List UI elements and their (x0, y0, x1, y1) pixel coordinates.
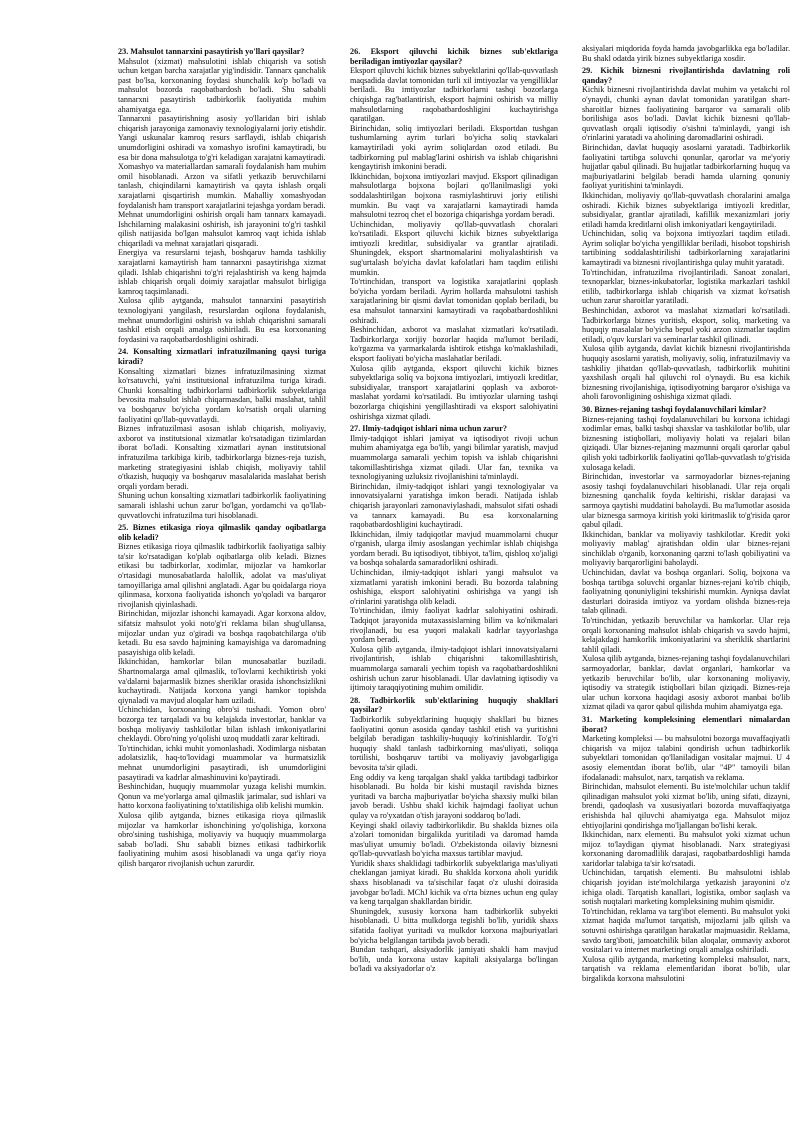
paragraph: Uchinchidan, davlat va boshqa organlari. Soliq, bojxona va boshqa tartibga soluvchi organlar biznes-rejani ko'rib chiqib, faoliyatning qonuniyligini tekshirishi mumkin. Ayniqsa davlat dasturlari doirasida imtiyoz va yordam olishda biznes-reja talab qilinadi. (582, 568, 790, 616)
paragraph: Birinchidan, ilmiy-tadqiqot ishlari yangi texnologiyalar va innovatsiyalarni yaratishga imkon beradi. Natijada ishlab chiqarish jarayonlari zamonaviylashadi, mahsulot sifati oshadi va tannarx kamayadi. Bu esa korxonalarning raqobatbardoshligini kuchaytiradi. (350, 481, 558, 530)
paragraph: Ikkinchidan, ilmiy tadqiqotlar mavjud muammolarni chuqur o'rganish, ularga ilmiy asoslangan yechimlar ishlab chiqishga yordam beradi. Bu iqtisodiyot, tibbiyot, ta'lim, qishloq xo'jaligi va boshqa sohalarda samaradorlikni oshiradi. (350, 529, 558, 568)
paragraph: Mahsulot (xizmat) mahsulotini ishlab chiqarish va sotish uchun ketgan barcha xarajatlar yig'indisidir. Tannarx qanchalik past bo'lsa, korxonaning foydasi shunchalik ko'p bo'ladi va mahsulot bozorda raqobatbardosh bo'ladi. Shu sababli tannarxni pasaytirish tadbirkorlik faoliyatida muhim ahamiyatga ega. (118, 56, 326, 114)
paragraph: Xulosa qilib aytganda, biznes etikasiga rioya qilmaslik mijozlar va hamkorlar ishonchining yo'qolishiga, korxona obro'sining tushishiga, moliyaviy va huquqiy muammolarga sabab bo'ladi. Shu sababli biznes etikasi tadbirkorlik faoliyatining muhim asosi hisoblanadi va unga qat'iy rioya qilish barqaror rivojlanish uchun zarurdir. (118, 810, 326, 868)
paragraph: Uchinchidan, moliyaviy qo'llab-quvvatlash choralari ko'rsatiladi. Eksport qiluvchi kichik biznes subyektlariga imtiyozli kreditlar, subsidiyalar va grantlar ajratiladi. Shuningdek, eksport shartnomalarini moliyalashtirish va sug'urtalash bo'yicha davlat kafolatlari ham taqdim etilishi mumkin. (350, 219, 558, 277)
paragraph: Birinchidan, davlat huquqiy asoslarni yaratadi. Tadbirkorlik faoliyatini tartibga soluvchi qonunlar, qarorlar va me'yoriy hujjatlar qabul qilinadi. Bu hujjatlar tadbirkorlarning huquq va majburiyatlarini belgilab beradi hamda ularning qonuniy faoliyat yuritishini ta'minlaydi. (582, 142, 790, 191)
text-column-2 (350, 44, 558, 1111)
paragraph: Xulosa qilib aytganda, marketing kompleksi mahsulot, narx, tarqatish va reklama elementlaridan iborat bo'lib, ular birgalikda korxona mahsulotini (582, 954, 790, 983)
paragraph: To'rtinchidan, ichki muhit yomonlashadi. Xodimlarga nisbatan adolatsizlik, haq-to'lovidagi muammolar va hurmatsizlik mehnat unumdorligini pasaytiradi, ish unumdorligini pasaytiradi va kadrlar almashinuvini ko'paytiradi. (118, 743, 326, 782)
paragraph: Uchinchidan, ilmiy-tadqiqot ishlari yangi mahsulot va xizmatlarni yaratish imkonini beradi. Bu bozorda talabning oshishiga, eksport salohiyatini oshirishga va yangi ish o'rinlarini yaratishga olib keladi. (350, 568, 558, 606)
section-heading: 30. Biznes-rejaning tashqi foydalanuvchilari kimlar? (582, 404, 767, 414)
paragraph: Kichik biznesni rivojlantirishda davlat muhim va yetakchi rol o'ynaydi, chunki aynan davlat tomonidan yaratilgan shart-sharoitlar biznes faoliyatining barqaror va samarali olib borilishiga asos bo'ladi. Davlat kichik biznesni qo'llab-quvvatlash orqali iqtisodiy o'sishni ta'minlaydi, yangi ish o'rinlarini yaratadi va aholining daromadlarini oshiradi. (582, 85, 790, 143)
paragraph: Eksport qiluvchi kichik biznes subyektlarini qo'llab-quvvatlash maqsadida davlat tomonidan turli xil imtiyozlar va yengilliklar beriladi. Bu imtiyozlar tadbirkorlarni tashqi bozorlarga chiqishga rag'batlantirish, eksport hajmini oshirish va milliy mahsulotlarning raqobatbardoshligini kuchaytirishga qaratilgan. (350, 66, 558, 124)
paragraph: Konsalting xizmatlari biznes infratuzilmasining xizmat ko'rsatuvchi, ya'ni institutsional infratuzilma turiga kiradi. Chunki konsalting tadbirkorlarni tadbirkorlik subyektlariga bevosita mahsulot ishlab chiqarmasdan, balki maslahat, tahlil va boshqaruv bo'yicha yordam ko'rsatish orqali ularning faoliyatini qo'llab-quvvatlaydi. (118, 366, 326, 424)
paragraph: Ikkinchidan, hamkorlar bilan munosabatlar buziladi. Shartnomalarga amal qilmaslik, to'lovlarni kechiktirish yoki va'dalarni bajarmaslik biznes sheriklar orasida ishonchsizlikni kuchaytiradi. Natijada korxona yangi hamkor topishda qiynaladi va mavjud aloqalar ham uziladi. (118, 657, 326, 705)
paragraph: Shuning uchun konsalting xizmatlari tadbirkorlik faoliyatining samarali ishlashi uchun zarur bo'lgan, yordamchi va qo'llab-quvvatlovchi infratuzilma turi hisoblanadi. (118, 491, 326, 520)
section-heading: 28. Tadbirkorlik sub'ektlarining huquqiy shakllari qaysilar? (350, 695, 558, 715)
paragraph: Uchinchidan, tarqatish elementi. Bu mahsulotni ishlab chiqarish joyidan iste'molchilarga yetkazish jarayonini o'z ichiga oladi. Tarqatish kanallari, logistika, ombor saqlash va sotish nuqtalari marketing kompleksining muhim qismidir. (582, 868, 790, 907)
paragraph: Xulosa qilib aytganda, eksport qiluvchi kichik biznes subyektlariga soliq va bojxona imtiyozlari, imtiyozli kreditlar, subsidiyalar, transport xarajatlarini qoplash va axborot-maslahat yordami ko'rsatiladi. Bu imtiyozlar ularning tashqi bozorlarga chiqishini yengillashtiradi va eksport salohiyatini oshirishga xizmat qiladi. (350, 363, 558, 421)
paragraph: Eng oddiy va keng tarqalgan shakl yakka tartibdagi tadbirkor hisoblanadi. Bu holda bir kishi mustaqil ravishda biznes yuritadi va barcha majburiyatlar bo'yicha shaxsiy mulki bilan javob beradi. Ushbu shakl kichik hajmdagi faoliyat uchun qulay va ro'yxatdan o'tish jarayoni soddaroq bo'ladi. (350, 772, 558, 820)
section-heading: 24. Konsalting xizmatlari infratuzilmaning qaysi turiga kiradi? (118, 347, 326, 366)
paragraph: Birinchidan, mahsulot elementi. Bu iste'molchilar uchun taklif qilinadigan mahsulot yoki xizmat bo'lib, uning sifati, dizayni, brendi, qadoqlash va xususiyatlari bozorda muvaffaqiyatga erishishda hal qiluvchi ahamiyatga ega. Mahsulot mijoz ehtiyojlarini qondirishga mo'ljallangan bo'lishi kerak. (582, 782, 790, 830)
text-column-3 (582, 44, 790, 1111)
paragraph: Tadbirkorlik subyektlarining huquqiy shakllari bu biznes faoliyatini qonun asosida qanday tashkil etish va yuritishni belgilab beradigan tashkiliy-huquqiy ko'rinishlardir. To'g'ri huquqiy shakl tanlash tadbirkorning mas'uliyati, soliqqa tortilishi, boshqaruv tartibi va moliyaviy javobgarligiga bevosita ta'sir qiladi. (350, 714, 558, 772)
paragraph: Beshinchidan, axborot va maslahat xizmatlari ko'rsatiladi. Tadbirkorlarga biznes yuritish, eksport, soliq, marketing va huquqiy masalalar bo'yicha bepul yoki arzon xizmatlar taqdim etiladi, o'quv kurslari va seminarlar tashkil qilinadi. (582, 306, 790, 344)
paragraph: Keyingi shakl oilaviy tadbirkorlikdir. Bu shaklda biznes oila a'zolari tomonidan birgalikda yuritiladi va daromad hamda mas'uliyat umumiy bo'ladi. O'zbekistonda oilaviy biznesni qo'llab-quvvatlash bo'yicha maxsus tartiblar mavjud. (350, 820, 558, 859)
paragraph: Xulosa qilib aytganda, ilmiy-tadqiqot ishlari innovatsiyalarni rivojlantirish, ishlab chiqarishni takomillashtirish, muammolarga samarali yechim topish va raqobatbardoshlikni oshirish uchun zarur hisoblanadi. Ular davlatning iqtisodiy va ijtimoiy taraqqiyotining muhim omilidir. (350, 644, 558, 693)
paragraph: Beshinchidan, axborot va maslahat xizmatlari ko'rsatiladi. Tadbirkorlarga xorijiy bozorlar haqida ma'lumot beriladi, ko'rgazma va yarmarkalarda ishtirok etishga ko'maklashiladi, eksport faoliyati bo'yicha maslahatlar beriladi. (350, 325, 558, 363)
paragraph: Ikkinchidan, bojxona imtiyozlari mavjud. Eksport qilinadigan mahsulotlarga bojxona bojlari qo'llanilmasligi yoki soddalashtirilgan bojxona rasmiylashtiruvi joriy etilishi mumkin. Bu vaqt va xarajatlarni kamaytiradi hamda mahsulotni tezroq chet el bozoriga chiqarishga yordam beradi. (350, 171, 558, 220)
paragraph: Ikkinchidan, banklar va moliyaviy tashkilotlar. Kredit yoki moliyaviy mablag' ajratishdan oldin ular biznes-rejani sinchiklab o'rganib, korxonaning qarzni to'lash qobiliyatini va moliyaviy barqarorligini baholaydi. (582, 529, 790, 568)
section-heading: 31. Marketing kompleksining elementlari nimalardan iborat? (582, 714, 790, 734)
paragraph: Shuningdek, xususiy korxona ham tadbirkorlik subyekti hisoblanadi. U bitta mulkdorga tegishli bo'lib, yuridik shaxs sifatida faoliyat yuritadi va mulkdor korxona majburiyatlari bo'yicha belgilangan tartibda javob beradi. (350, 906, 558, 945)
paragraph: Xomashyo va materiallardan samarali foydalanish ham muhim omil hisoblanadi. Arzon va sifatli yetkazib beruvchilarni tanlash, chiqindilarni kamaytirish va qayta ishlash orqali xarajatlarni qisqartirish mumkin. Mahalliy xomashyodan foydalanish ham transport xarajatlarini tejashga yordam beradi. (118, 162, 326, 210)
paragraph: Bundan tashqari, aksiyadorlik jamiyati shakli ham mavjud bo'lib, unda korxona ustav kapitali aksiyalarga bo'lingan bo'ladi va aksiyadorlar o'z (350, 945, 558, 974)
paragraph: To'rtinchidan, infratuzilma rivojlantiriladi. Sanoat zonalari, texnoparklar, biznes-inkubatorlar, logistika markazlari tashkil etilib, tadbirkorlarga ishlab chiqarish va xizmat ko'rsatish uchun zarur sharoitlar yaratiladi. (582, 267, 790, 306)
paragraph: To'rtinchidan, transport va logistika xarajatlarini qoplash bo'yicha yordam beriladi. Ayrim hollarda mahsulotni tashish xarajatlarining bir qismi davlat tomonidan qoplab beriladi, bu esa mahsulot tannarxini kamaytiradi va raqobatbardoshlikni oshiradi. (350, 277, 558, 325)
paragraph: Biznes etikasiga rioya qilmaslik tadbirkorlik faoliyatiga salbiy ta'sir ko'rsatadigan ko'plab oqibatlarga olib keladi. Biznes etikasi bu tadbirkorlar, xodimlar, mijozlar va hamkorlar o'rtasidagi munosabatlarda halollik, adolat va mas'uliyat tamoyillariga amal qilishni anglatadi. Agar bu qoidalarga rioya qilinmasa, korxona faoliyatida ishonch yo'qoladi va barqaror rivojlanish qiyinlashadi. (118, 542, 326, 609)
paragraph: Xulosa qilib aytganda, biznes-rejaning tashqi foydalanuvchilari sarmoyadorlar, banklar, davlat organlari, hamkorlar va yetkazib beruvchilar bo'lib, ular korxonaning moliyaviy, iqtisodiy va strategik istiqbollari bilan qiziqadi. Biznes-reja ular uchun korxona haqidagi asosiy axborot manbai bo'lib xizmat qiladi va qaror qabul qilishda muhim ahamiyatga ega. (582, 654, 790, 712)
paragraph: To'rtinchidan, yetkazib beruvchilar va hamkorlar. Ular reja orqali korxonaning mahsulot ishlab chiqarish va savdo hajmi, kelajakdagi hamkorlik imkoniyatlarini va sheriklik shartlarini tahlil qiladi. (582, 616, 790, 654)
section-heading: 27. Ilmiy-tadqiqot ishlari nima uchun zarur? (350, 424, 507, 434)
paragraph: Ikkinchidan, moliyaviy qo'llab-quvvatlash choralarini amalga oshiradi. Kichik biznes subyektlariga imtiyozli kreditlar, subsidiyalar, grantlar ajratiladi, kafillik mexanizmlari joriy etiladi hamda kreditlarni olish imkoniyatlari kengaytiriladi. (582, 190, 790, 229)
paragraph: Yuridik shaxs shaklidagi tadbirkorlik subyektlariga mas'uliyati cheklangan jamiyat kiradi. Bu shaklda korxona aholi yuridik shaxs hisoblanadi va ta'sischilar faqat o'z ulushi doirasida javobgar bo'ladi. MChJ kichik va o'rta biznes uchun eng qulay va keng tarqalgan shakllardan biridir. (350, 858, 558, 907)
paragraph: Xulosa qilib aytganda, davlat kichik biznesni rivojlantirishda huquqiy asoslarni yaratish, moliyaviy, soliq, infratuzilmaviy va tashkiliy jihatdan qo'llab-quvvatlash, tadbirkorlik muhitini yaxshilash orqali hal qiluvchi rol o'ynaydi. Bu esa kichik biznesning rivojlanishiga, iqtisodiyotning barqaror o'sishiga va aholi farovonligining oshishiga xizmat qiladi. (582, 344, 790, 402)
section-heading: 25. Biznes etikasiga rioya qilmaslik qanday oqibatlarga olib keladi? (118, 523, 326, 542)
text-column-1 (118, 44, 326, 1111)
paragraph: Uchinchidan, korxonaning obro'si tushadi. Yomon obro' bozorga tez tarqaladi va bu kelajakda investorlar, banklar va boshqa moliyaviy tashkilotlar bilan ishlash imkoniyatlarini cheklaydi. Obro'ning yo'qolishi uzoq muddatli zarar keltiradi. (118, 705, 326, 744)
paragraph: Birinchidan, soliq imtiyozlari beriladi. Eksportdan tushgan tushumlarning ayrim turlari bo'yicha soliq stavkalari kamaytiriladi yoki ayrim soliqlardan ozod etiladi. Bu tadbirkorning pul mablag'larini oshirish va ishlab chiqarishni kengaytirish imkonini beradi. (350, 123, 558, 172)
paragraph: Mehnat unumdorligini oshirish orqali ham tannarx kamayadi. Ishchilarning malakasini oshirish, ish jarayonini to'g'ri tashkil qilish natijasida bo'lgan mahsulot kamroq vaqt ichida ishlab chiqariladi va mehnat xarajatlari qisqaradi. (118, 210, 326, 248)
paragraph: To'rtinchidan, reklama va targ'ibot elementi. Bu mahsulot yoki xizmat haqida ma'lumot tarqatish, mijozlarni jalb qilish va sotuvni oshirishga qaratilgan harakatlar majmuasidir. Reklama, savdo targ'iboti, jamoatchilik bilan aloqalar, ommaviy axborot vositalari va internet marketingi orqali amalga oshiriladi. (582, 906, 790, 955)
paragraph: Tannarxni pasaytirishning asosiy yo'llaridan biri ishlab chiqarish jarayoniga zamonaviy texnologiyalarni joriy etishdir. Yangi uskunalar kamroq resurs sarflaydi, ishlab chiqarish unumdorligini oshiradi va xomashyo isrofini kamaytiradi, bu esa bir dona mahsulotga to'g'ri keladigan xarajatni kamaytiradi. (118, 114, 326, 162)
paragraph: Ikkinchidan, narx elementi. Bu mahsulot yoki xizmat uchun mijoz to'laydigan qiymat hisoblanadi. Narx strategiyasi korxonaning daromadlilik darajasi, raqobatbardoshligi hamda xaridorlar talabiga ta'sir ko'rsatadi. (582, 830, 790, 868)
paragraph: Energiya va resurslarni tejash, boshqaruv hamda tashkiliy xarajatlarni kamaytirish ham tannarxni pasaytirishga xizmat qiladi. Ishlab chiqarishni to'g'ri rejalashtirish va keng hajmda ishlab chiqarish orqali doimiy xarajatlar mahsulot birligiga kamroq taqsimlanadi. (118, 248, 326, 296)
section-heading: 23. Mahsulot tannarxini pasaytirish yo'llari qaysilar? (118, 47, 305, 56)
paragraph: aksiyalari miqdorida foyda hamda javobgarlikka ega bo'ladilar. Bu shakl odatda yirik biznes subyektlariga xosdir. (582, 44, 790, 63)
paragraph: Xulosa qilib aytganda, mahsulot tannarxini pasaytirish texnologiyani yangilash, resurslardan oqilona foydalanish, mehnat unumdorligini oshirish va ishlab chiqarishni samarali tashkil etish orqali amalga oshiriladi. Bu esa korxonaning foydasini va raqobatbardoshligini oshiradi. (118, 296, 326, 344)
paragraph: Birinchidan, mijozlar ishonchi kamayadi. Agar korxona aldov, sifatsiz mahsulot yoki noto'g'ri reklama bilan shug'ullansa, mijozlar undan yuz o'giradi va boshqa raqobatchilarga o'tib ketadi. Bu esa savdo hajmining kamayishiga va daromadning pasayishiga olib keladi. (118, 609, 326, 657)
paragraph: Uchinchidan, soliq va bojxona imtiyozlari taqdim etiladi. Ayrim soliqlar bo'yicha yengilliklar beriladi, hisobot topshirish tartibining soddalashtirilishi tadbirkorlarning xarajatlarini kamaytiradi va biznesni rivojlantirishga qulay muhit yaratadi. (582, 229, 790, 268)
paragraph: Biznes-rejaning tashqi foydalanuvchilari bu korxona ichidagi xodimlar emas, balki tashqi shaxslar va tashkilotlar bo'lib, ular biznesning istiqbollari, moliyaviy holati va rejalari bilan qiziqadi. Ular biznes-rejaning mazmunni orqali qarorlar qabul qilish yoki tadbirkorlik faoliyatini qo'llab-quvvatlash to'g'risida xulosaga keladi. (582, 414, 790, 472)
paragraph: Ilmiy-tadqiqot ishlari jamiyat va iqtisodiyot rivoji uchun muhim ahamiyatga ega bo'lib, yangi bilimlar yaratish, mavjud muammolarga samarali yechim topish va ishlab chiqarishni takomillashtirishga xizmat qiladi. Ular fan, texnika va texnologiyaning uzluksiz rivojlanishini ta'minlaydi. (350, 433, 558, 482)
paragraph: Marketing kompleksi — bu mahsulotni bozorga muvaffaqiyatli chiqarish va mijoz talabini qondirish uchun tadbirkorlik subyektlari tomonidan qo'llaniladigan vositalar majmui. U 4 asosiy elementdan iborat bo'lib, ular "4P" tamoyili bilan ifodalanadi: mahsulot, narx, tarqatish va reklama. (582, 734, 790, 782)
paragraph: Birinchidan, investorlar va sarmoyadorlar biznes-rejaning asosiy tashqi foydalanuvchilari hisoblanadi. Ular reja orqali biznesning qanchalik foyda keltirishi, risklar darajasi va sarmoya qaytishi muddatini baholaydi. Bu ma'lumotlar asosida ular biznesga sarmoya kiritish yoki kiritmaslik to'g'risida qaror qabul qiladi. (582, 472, 790, 530)
section-heading: 29. Kichik biznesni rivojlantirishda davlatning roli qanday? (582, 66, 790, 85)
paragraph: To'rtinchidan, ilmiy faoliyat kadrlar salohiyatini oshiradi. Tadqiqot jarayonida mutaxassislarning bilim va ko'nikmalari rivojlanadi, bu esa yuqori malakali kadrlar tayyorlashga yordam beradi. (350, 606, 558, 645)
section-heading: 26. Eksport qiluvchi kichik biznes sub'ektlariga beriladigan imtiyozlar qaysilar? (350, 47, 558, 66)
paragraph: Biznes infratuzilmasi asosan ishlab chiqarish, moliyaviy, axborot va institutsional xizmatlar ko'rsatadigan tizimlardan iborat bo'ladi. Konsalting xizmatlari aynan institutsional infratuzilma tarkibiga kirib, tadbirkorlarga biznes-reja tuzish, marketing strategiyasini ishlab chiqish, moliyaviy tahlil o'tkazish, huquqiy va boshqaruv masalalarida maslahat berish orqali yordam beradi. (118, 424, 326, 491)
paragraph: Beshinchidan, huquqiy muammolar yuzaga kelishi mumkin. Qonun va me'yorlarga amal qilmaslik jarimalar, sud ishlari va hatto korxona faoliyatining to'xtatilishiga olib kelishi mumkin. (118, 782, 326, 811)
